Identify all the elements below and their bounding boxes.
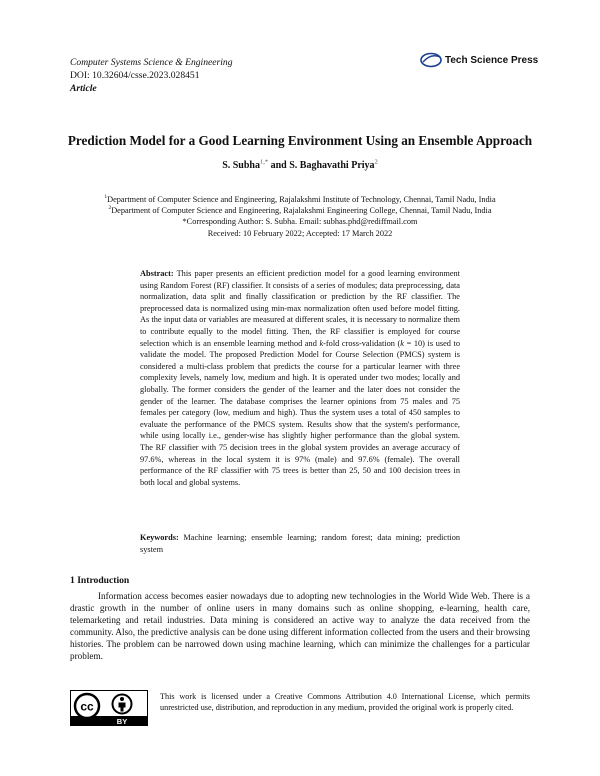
received-dates: Received: 10 February 2022; Accepted: 17 March 2022: [207, 228, 393, 238]
journal-name: Computer Systems Science & Engineering: [70, 57, 233, 68]
introduction-text: Information access becomes easier nowadays due to adopting new technologies in the World Wide Web. There is a drastic growth in the number of online users in many domains such as online shopping, e-learning, health care, telemarketing and retail industries. Data mining is considered an active way to analyze the data received from the community. Also, the predictive analysis can be done using different information collected from the users and their browsing histories. The problem can be narrowed down using machine learning, which can minimize the challenges for a particular problem.: [70, 591, 530, 662]
abstract-k: k: [319, 338, 324, 348]
abstract-text: -fold cross-validation (: [323, 338, 401, 348]
publisher-logo: [420, 52, 538, 68]
abstract-label: Abstract:: [140, 269, 174, 278]
abstract-k: k: [400, 338, 404, 348]
cc-by-license-badge-icon[interactable]: [70, 690, 148, 726]
license-text: This work is licensed under a Creative Commons Attribution 4.0 International License, which permits unrestricted use, distribution, and reproduction in any medium, provided the original work is properly cited.: [160, 692, 530, 712]
author-list: [40, 160, 560, 171]
abstract-text: This paper presents an efficient prediction model for a good learning environment using Random Forest (RF) classifier. It consists of a series of modules; data preprocessing, data normalization, data split and finally classification or prediction by the RF classifier. The preprocessed data is normalized using min-max normalization often used before model fitting. As the input data or variables are measured at different scales, it is necessary to normalize them to contribute equally to the model fitting. Then, the RF classifier is employed for course selection which is an ensemble learning method and: [140, 269, 460, 348]
abstract: [140, 268, 460, 488]
affil-sup: 2: [108, 205, 112, 212]
author-name: S. Baghavathi Priya: [289, 160, 375, 171]
author-affil-sup: 1,*: [260, 158, 269, 166]
affil-text: Department of Computer Science and Engineering, Rajalakshmi Engineering College, Chennai, Tamil Nadu, India: [111, 206, 492, 216]
affil-sup: 1: [104, 194, 108, 201]
keywords: [140, 532, 460, 555]
abstract-text: = 10) is used to validate the model. The proposed Prediction Model for Course Selection (PMCS) system is considered a multi-class problem that predicts the course for a particular learner with three complexity levels, namely low, medium and high. It is operated under two modes; locally and globally. The former considers the gender of the learner and the later does not consider the gender of the learner. The database comprises the learner opinions from 75 males and 75 females per category (low, medium and high). Thus the system uses a total of 450 samples to evaluate the performance of the PMCS system. Results show that the system's performance, while using locally i.e., gender-wise has slightly higher performance than the global system. The RF classifier with 75 decision trees in the global system provides an average accuracy of 97.6%, whereas in the local system it is 97% (male) and 97.6% (female). The overall performance of the RF classifier with 75 trees is better than 25, 50 and 100 decision trees in both local and global systems.: [140, 338, 460, 487]
author-connector: and: [270, 160, 287, 171]
affiliation-line: [40, 194, 560, 205]
author-name: S. Subha: [222, 160, 260, 171]
article-type: Article: [70, 83, 97, 94]
publisher-name: Tech Science Press: [445, 54, 539, 66]
section-heading: 1 Introduction: [70, 575, 130, 586]
keywords-text: Machine learning; ensemble learning; random forest; data mining; prediction system: [140, 533, 460, 554]
doi[interactable]: DOI: 10.32604/csse.2023.028451: [70, 70, 200, 81]
affiliations: [40, 194, 560, 239]
keywords-label: Keywords:: [140, 533, 179, 542]
paper-title: Prediction Model for a Good Learning Environment Using an Ensemble Approach: [67, 133, 533, 148]
cc-badge-text: cc: [80, 699, 94, 714]
affiliation-line: [40, 205, 560, 216]
by-badge-text: BY: [116, 716, 128, 726]
author-affil-sup: 2: [374, 158, 378, 166]
corresponding-author: *Corresponding Author: S. Subha. Email: subhas.phd@rediffmail.com: [182, 217, 418, 227]
tech-science-press-logo-icon: [420, 52, 442, 68]
affil-text: Department of Computer Science and Engineering, Rajalakshmi Institute of Technology, Chennai, Tamil Nadu, India: [107, 195, 496, 204]
